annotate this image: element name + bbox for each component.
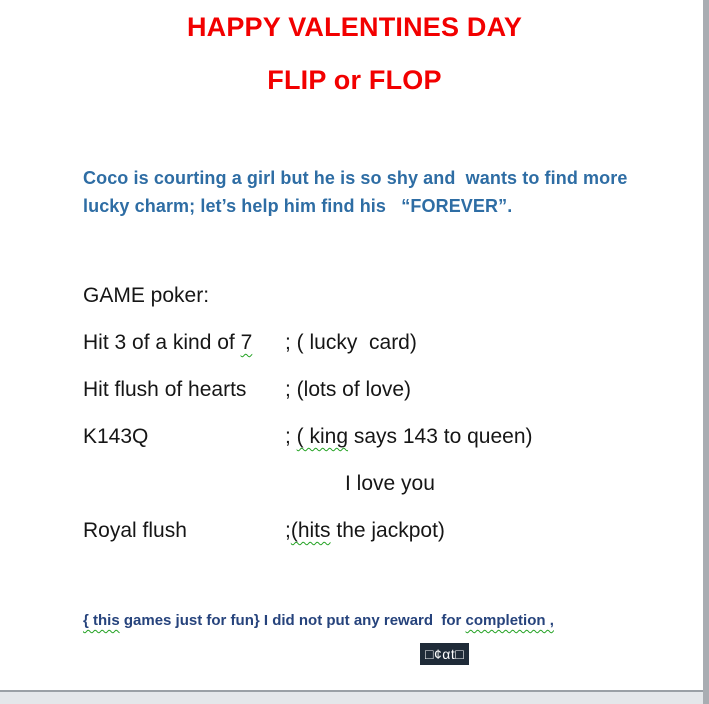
row-text: the jackpot) <box>330 519 445 542</box>
spellcheck-squiggle-text: (hits <box>290 519 331 542</box>
row-text: says 143 to queen) <box>348 425 533 448</box>
intro-line-1: Coco is courting a girl but he is so shy and wants to find more <box>83 168 628 188</box>
game-row-right: ; (lots of love) <box>285 378 412 401</box>
game-row-k143q <box>83 425 669 449</box>
highlighted-artifact-text: □¢αt□ <box>420 643 469 665</box>
intro-line-2: lucky charm; let’s help him find his “FOREVER”. <box>83 196 513 216</box>
document-body <box>0 164 709 665</box>
row-text: ; <box>285 425 297 448</box>
title-line-2: FLIP or FLOP <box>267 65 442 95</box>
page-bottom-edge <box>0 690 709 704</box>
spellcheck-squiggle-text: 7 <box>240 331 253 354</box>
footer-text: games just for fun} I did not put any reward for <box>119 612 466 629</box>
game-row-left <box>83 331 285 355</box>
row-text: ; <box>285 519 291 542</box>
game-row-right: ; ( lucky card) <box>285 331 417 354</box>
artifact-line <box>83 643 669 665</box>
game-row-flush-of-hearts <box>83 378 669 402</box>
game-row-right <box>285 519 445 542</box>
game-row-left: Royal flush <box>83 519 187 542</box>
row-text: Hit 3 of a kind of <box>83 331 241 354</box>
footer-note <box>83 610 669 632</box>
title-line-1: HAPPY VALENTINES DAY <box>186 12 523 42</box>
game-row-right <box>285 425 533 448</box>
spellcheck-squiggle-text: completion , <box>465 612 554 629</box>
spellcheck-squiggle-text: { this <box>83 612 120 629</box>
page-right-edge <box>703 0 709 704</box>
game-row-royal-flush <box>83 519 669 543</box>
i-love-you-line: I love you <box>345 472 435 495</box>
game-row-left: K143Q <box>83 425 149 448</box>
game-row-left: Hit flush of hearts <box>83 378 247 401</box>
spellcheck-squiggle-text: ( king <box>296 425 349 448</box>
intro-paragraph <box>83 164 669 220</box>
game-heading: GAME poker: <box>83 284 210 307</box>
game-row-three-of-a-kind <box>83 331 669 355</box>
